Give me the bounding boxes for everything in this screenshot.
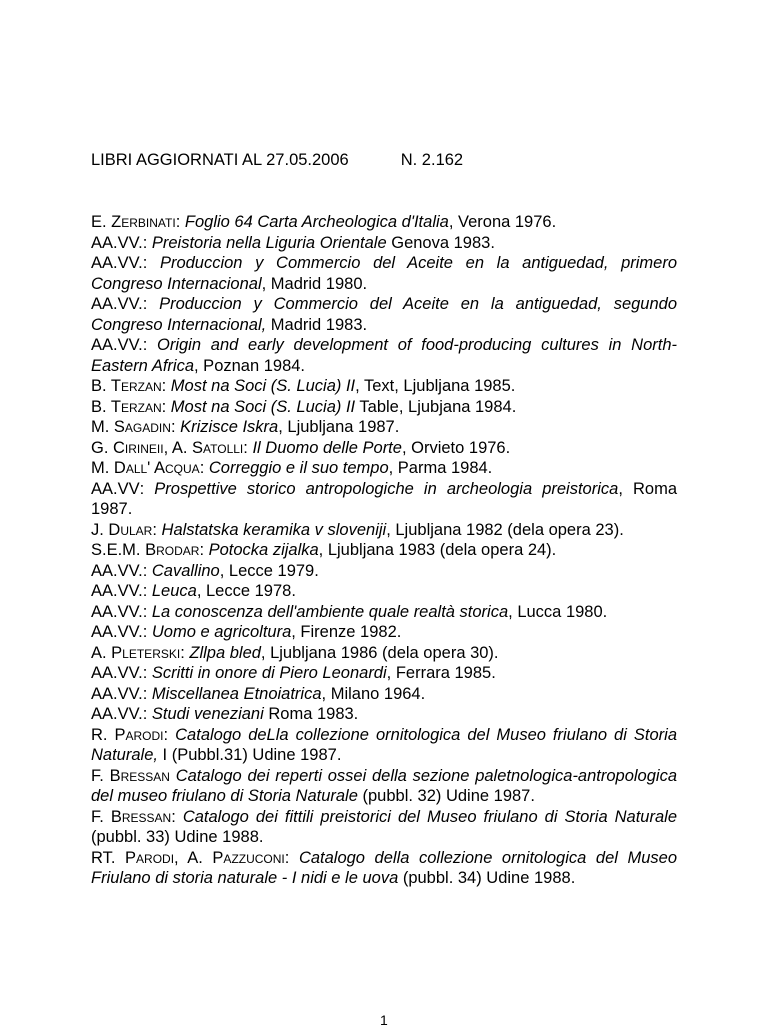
entry-title: Origin and early development of food-producing cultures in North-Eastern Africa <box>91 336 677 375</box>
entry-title: Studi veneziani <box>151 705 264 723</box>
entry-publication: Roma 1983. <box>263 705 359 723</box>
entry-author: B. Terzan <box>91 397 162 416</box>
entry-title: Prospettive storico antropologiche in archeologia preistorica <box>154 479 619 498</box>
entry-title: Potocka zijalka <box>208 541 319 559</box>
entry-title: Most na Soci (S. Lucia) II <box>170 377 356 395</box>
entry-author: R. Parodi <box>91 725 164 744</box>
entry-author: AA.VV. <box>91 664 143 682</box>
bibliography-entry <box>91 335 677 376</box>
entry-title: Halstatska keramika v sloveniji <box>161 520 387 539</box>
entry-title: Scritti in onore di Piero Leonardi <box>151 664 387 682</box>
entry-author: AA.VV. <box>91 582 143 600</box>
entry-separator: : <box>199 459 209 477</box>
entry-publication: , Ljubljana 1987. <box>278 418 400 436</box>
entry-publication: Table, Ljubjana 1984. <box>355 397 517 416</box>
bibliography-entry <box>91 807 677 848</box>
entry-publication: , Ljubljana 1982 (dela opera 23). <box>386 520 624 539</box>
bibliography-entry <box>91 253 677 294</box>
entry-publication: I (Pubbl.31) Udine 1987. <box>157 746 342 764</box>
entry-author: A. Pleterski <box>91 643 181 662</box>
bibliography-entry <box>91 520 677 541</box>
entry-separator: : <box>171 807 183 826</box>
entry-publication: , Roma 1987. <box>91 479 678 518</box>
bibliography-entry <box>91 417 677 438</box>
bibliography-entry <box>91 684 677 705</box>
entry-author: J. Dular <box>91 520 153 539</box>
entry-title: Produccion y Commercio del Aceite en la antiguedad, segundo Congreso Internacional, <box>91 295 677 334</box>
entry-title: Miscellanea Etnoiatrica <box>151 684 322 703</box>
bibliography-entry <box>91 233 677 254</box>
entry-publication: , Ljubljana 1983 (dela opera 24). <box>318 541 557 559</box>
entry-separator: : <box>175 213 185 231</box>
entry-publication: (pubbl. 34) Udine 1988. <box>398 869 576 887</box>
header-title: LIBRI AGGIORNATI AL 27.05.2006 <box>91 151 349 169</box>
bibliography-entry <box>91 766 677 807</box>
entry-title: Preistoria nella Liguria Orientale <box>151 233 387 252</box>
entry-separator: : <box>142 233 152 252</box>
entry-title: Zllpa bled <box>189 643 261 662</box>
entry-publication: , Poznan 1984. <box>194 356 306 375</box>
entry-publication: (pubbl. 33) Udine 1988. <box>91 828 264 846</box>
bibliography-entry <box>91 540 677 561</box>
entry-author: AA.VV. <box>91 295 143 313</box>
entry-separator: : <box>170 418 181 436</box>
entry-publication: , Verona 1976. <box>448 213 557 231</box>
entry-author: F. Bressan <box>91 807 172 826</box>
bibliography-entry <box>91 479 677 520</box>
entry-title: Catalogo della collezione ornitologica del Museo Friulano di storia naturale - I nidi e le uova <box>91 848 677 887</box>
bibliography-entry <box>91 438 677 459</box>
entry-author: AA.VV. <box>91 233 143 252</box>
bibliography-entry <box>91 376 677 397</box>
entry-separator: : <box>142 664 152 682</box>
entry-author: AA.VV. <box>91 602 143 621</box>
bibliography-entry <box>91 663 677 684</box>
entry-separator: : <box>142 561 152 580</box>
entry-title: Foglio 64 Carta Archeologica d'Italia <box>184 213 449 231</box>
bibliography-entry <box>91 848 677 889</box>
bibliography-entry <box>91 643 677 664</box>
entry-separator: : <box>284 848 299 867</box>
entry-separator: : <box>161 397 171 416</box>
entry-separator: : <box>142 295 160 313</box>
entry-separator: : <box>161 377 171 395</box>
entry-author: B. Terzan <box>91 377 162 395</box>
entry-author: AA.VV. <box>91 336 143 354</box>
entry-title: Catalogo dei fittili preistorici del Museo friulano di Storia Naturale <box>182 807 677 826</box>
entry-title: Il Duomo delle Porte <box>252 438 402 457</box>
bibliography-entry <box>91 704 677 725</box>
entry-title: Catalogo dei reperti ossei della sezione paletnologica-antropologica del museo friulano di Storia Naturale <box>91 766 678 805</box>
entry-separator: : <box>163 725 176 744</box>
entry-publication: , Firenze 1982. <box>291 623 402 641</box>
entry-author: AA.VV. <box>91 254 143 272</box>
entry-separator: : <box>180 643 190 662</box>
page-number: 1 <box>380 1012 388 1028</box>
entry-separator: : <box>142 602 152 621</box>
bibliography-entry <box>91 561 677 582</box>
entry-title: Catalogo deLla collezione ornitologica del Museo friulano di Storia Naturale, <box>91 725 678 764</box>
entry-separator: : <box>142 336 158 354</box>
entry-publication: , Madrid 1980. <box>261 274 368 293</box>
entry-publication: , Lecce 1979. <box>219 561 319 580</box>
entry-separator: : <box>243 438 253 457</box>
entry-title: Krizisce Iskra <box>180 418 279 436</box>
bibliography-entry <box>91 602 677 623</box>
entry-publication: , Ferrara 1985. <box>386 664 496 682</box>
bibliography-list <box>91 212 677 889</box>
entry-separator: : <box>139 479 155 498</box>
document-header <box>91 150 463 170</box>
entry-separator: : <box>142 705 152 723</box>
entry-separator: : <box>142 254 160 272</box>
bibliography-entry <box>91 725 677 766</box>
entry-author: AA.VV. <box>91 705 143 723</box>
entry-author: M. Sagadin <box>91 418 171 436</box>
entry-separator: : <box>152 520 162 539</box>
entry-publication: Madrid 1983. <box>266 315 368 334</box>
entry-publication: , Lecce 1978. <box>196 582 296 600</box>
bibliography-entry <box>91 397 677 418</box>
entry-publication: , Parma 1984. <box>388 459 493 477</box>
entry-title: Cavallino <box>151 561 220 580</box>
entry-author: AA.VV. <box>91 561 143 580</box>
entry-author: F. Bressan <box>91 766 170 785</box>
bibliography-entry <box>91 212 677 233</box>
entry-author: RT. Parodi, A. Pazzuconi <box>91 848 285 867</box>
entry-title: Produccion y Commercio del Aceite en la antiguedad, primero Congreso Internacional <box>91 254 678 293</box>
entry-separator: : <box>199 541 209 559</box>
bibliography-entry <box>91 622 677 643</box>
entry-publication: , Lucca 1980. <box>508 602 608 621</box>
entry-publication: Genova 1983. <box>386 233 495 252</box>
entry-separator: : <box>142 684 152 703</box>
entry-title: La conoscenza dell'ambiente quale realtà storica <box>151 602 509 621</box>
header-number: N. 2.162 <box>400 151 464 169</box>
entry-author: G. Cirineii, A. Satolli <box>91 438 244 457</box>
entry-publication: , Text, Ljubljana 1985. <box>355 377 516 395</box>
entry-separator: : <box>142 623 152 641</box>
entry-title: Correggio e il suo tempo <box>208 459 389 477</box>
entry-separator: : <box>142 582 152 600</box>
bibliography-entry <box>91 581 677 602</box>
entry-author: AA.VV. <box>91 623 143 641</box>
entry-publication: , Ljubljana 1986 (dela opera 30). <box>260 643 499 662</box>
entry-author: M. Dall' Acqua <box>91 459 200 477</box>
entry-title: Uomo e agricoltura <box>151 623 292 641</box>
entry-author: S.E.M. Brodar <box>91 541 200 559</box>
bibliography-entry <box>91 458 677 479</box>
entry-publication: , Milano 1964. <box>321 684 426 703</box>
entry-author: E. Zerbinati <box>91 213 176 231</box>
entry-publication: (pubbl. 32) Udine 1987. <box>357 787 535 805</box>
entry-title: Most na Soci (S. Lucia) II <box>170 397 356 416</box>
entry-author: AA.VV <box>91 479 140 498</box>
entry-publication: , Orvieto 1976. <box>401 438 511 457</box>
entry-author: AA.VV. <box>91 684 143 703</box>
bibliography-entry <box>91 294 677 335</box>
entry-title: Leuca <box>151 582 197 600</box>
